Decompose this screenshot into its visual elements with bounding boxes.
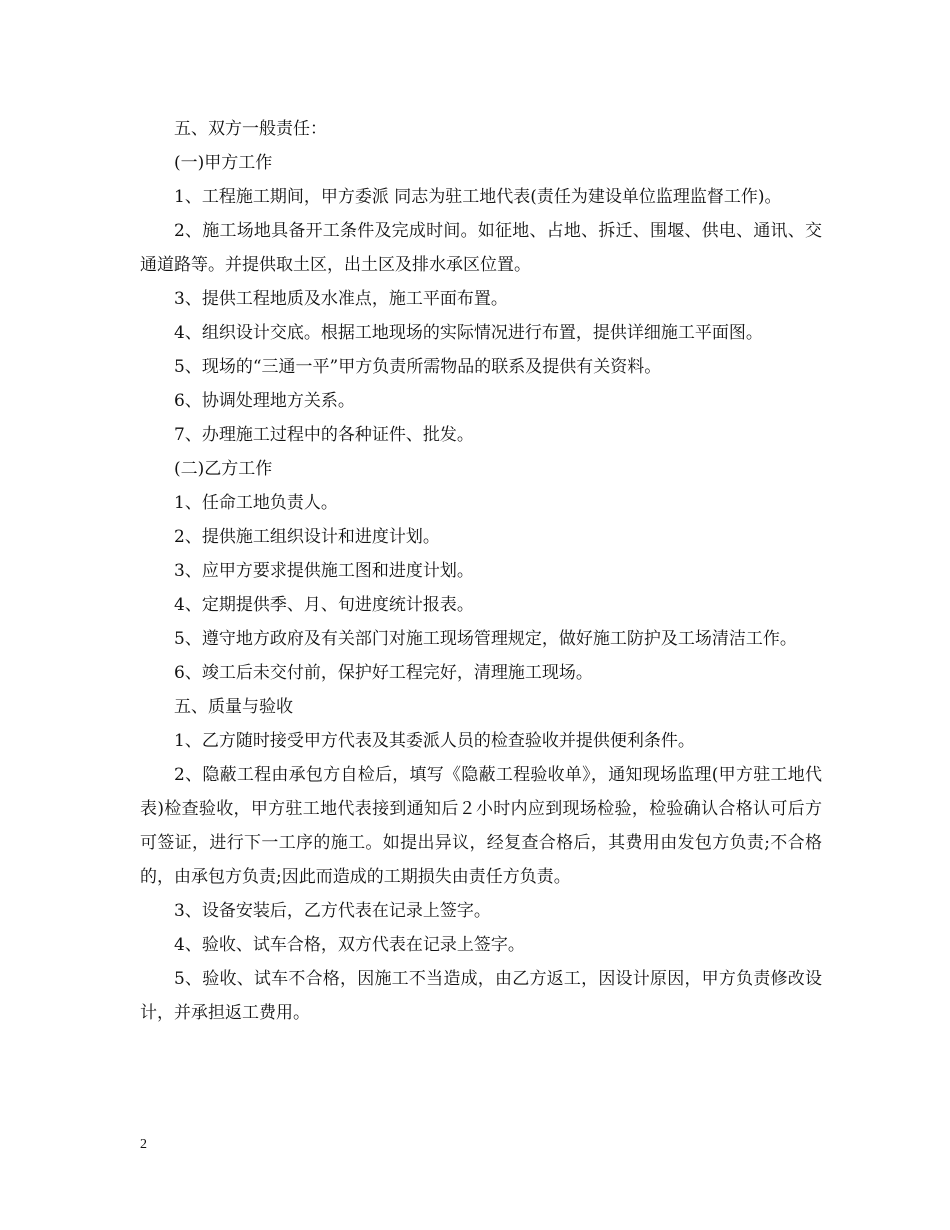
paragraph: 2、隐蔽工程由承包方自检后，填写《隐蔽工程验收单》，通知现场监理(甲方驻工地代表)检查验收，甲方驻工地代表接到通知后２小时内应到现场检验，检验确认合格认可后方可签证，进行下一工序的施工。如提出异议，经复查合格后，其费用由发包方负责;不合格的，由承包方负责;因此而造成的工期损失由责任方负责。 <box>140 765 822 887</box>
section-heading: 五、双方一般责任： <box>174 119 327 139</box>
paragraph: 4、组织设计交底。根据工地现场的实际情况进行布置，提供详细施工平面图。 <box>174 323 763 343</box>
paragraph: 4、验收、试车合格，双方代表在记录上签字。 <box>174 935 525 955</box>
paragraph: 1、乙方随时接受甲方代表及其委派人员的检查验收并提供便利条件。 <box>174 731 695 751</box>
subsection-heading: (二)乙方工作 <box>174 459 273 479</box>
paragraph: 5、现场的“三通一平”甲方负责所需物品的联系及提供有关资料。 <box>174 357 662 377</box>
paragraph: 3、应甲方要求提供施工图和进度计划。 <box>174 561 474 581</box>
paragraph: 1、工程施工期间，甲方委派 同志为驻工地代表(责任为建设单位监理监督工作)。 <box>174 187 782 207</box>
paragraph: 3、提供工程地质及水准点，施工平面布置。 <box>174 289 508 309</box>
paragraph: 4、定期提供季、月、旬进度统计报表。 <box>174 595 474 615</box>
paragraph: 6、竣工后未交付前，保护好工程完好，清理施工现场。 <box>174 663 593 683</box>
paragraph: 2、提供施工组织设计和进度计划。 <box>174 527 440 547</box>
page-number: 2 <box>140 1137 147 1152</box>
document-body <box>140 112 822 1030</box>
paragraph: 3、设备安装后，乙方代表在记录上签字。 <box>174 901 491 921</box>
paragraph: 7、办理施工过程中的各种证件、批发。 <box>174 425 474 445</box>
paragraph: 6、协调处理地方关系。 <box>174 391 355 411</box>
paragraph: 2、施工场地具备开工条件及完成时间。如征地、占地、拆迁、围堰、供电、通讯、交通道路等。并提供取土区，出土区及排水承区位置。 <box>140 221 822 275</box>
paragraph: 1、任命工地负责人。 <box>174 493 338 513</box>
paragraph: 5、遵守地方政府及有关部门对施工现场管理规定，做好施工防护及工场清洁工作。 <box>174 629 797 649</box>
paragraph: 5、验收、试车不合格，因施工不当造成，由乙方返工，因设计原因，甲方负责修改设计，并承担返工费用。 <box>140 969 822 1023</box>
section-heading: 五、质量与验收 <box>174 697 293 717</box>
subsection-heading: (一)甲方工作 <box>174 153 273 173</box>
